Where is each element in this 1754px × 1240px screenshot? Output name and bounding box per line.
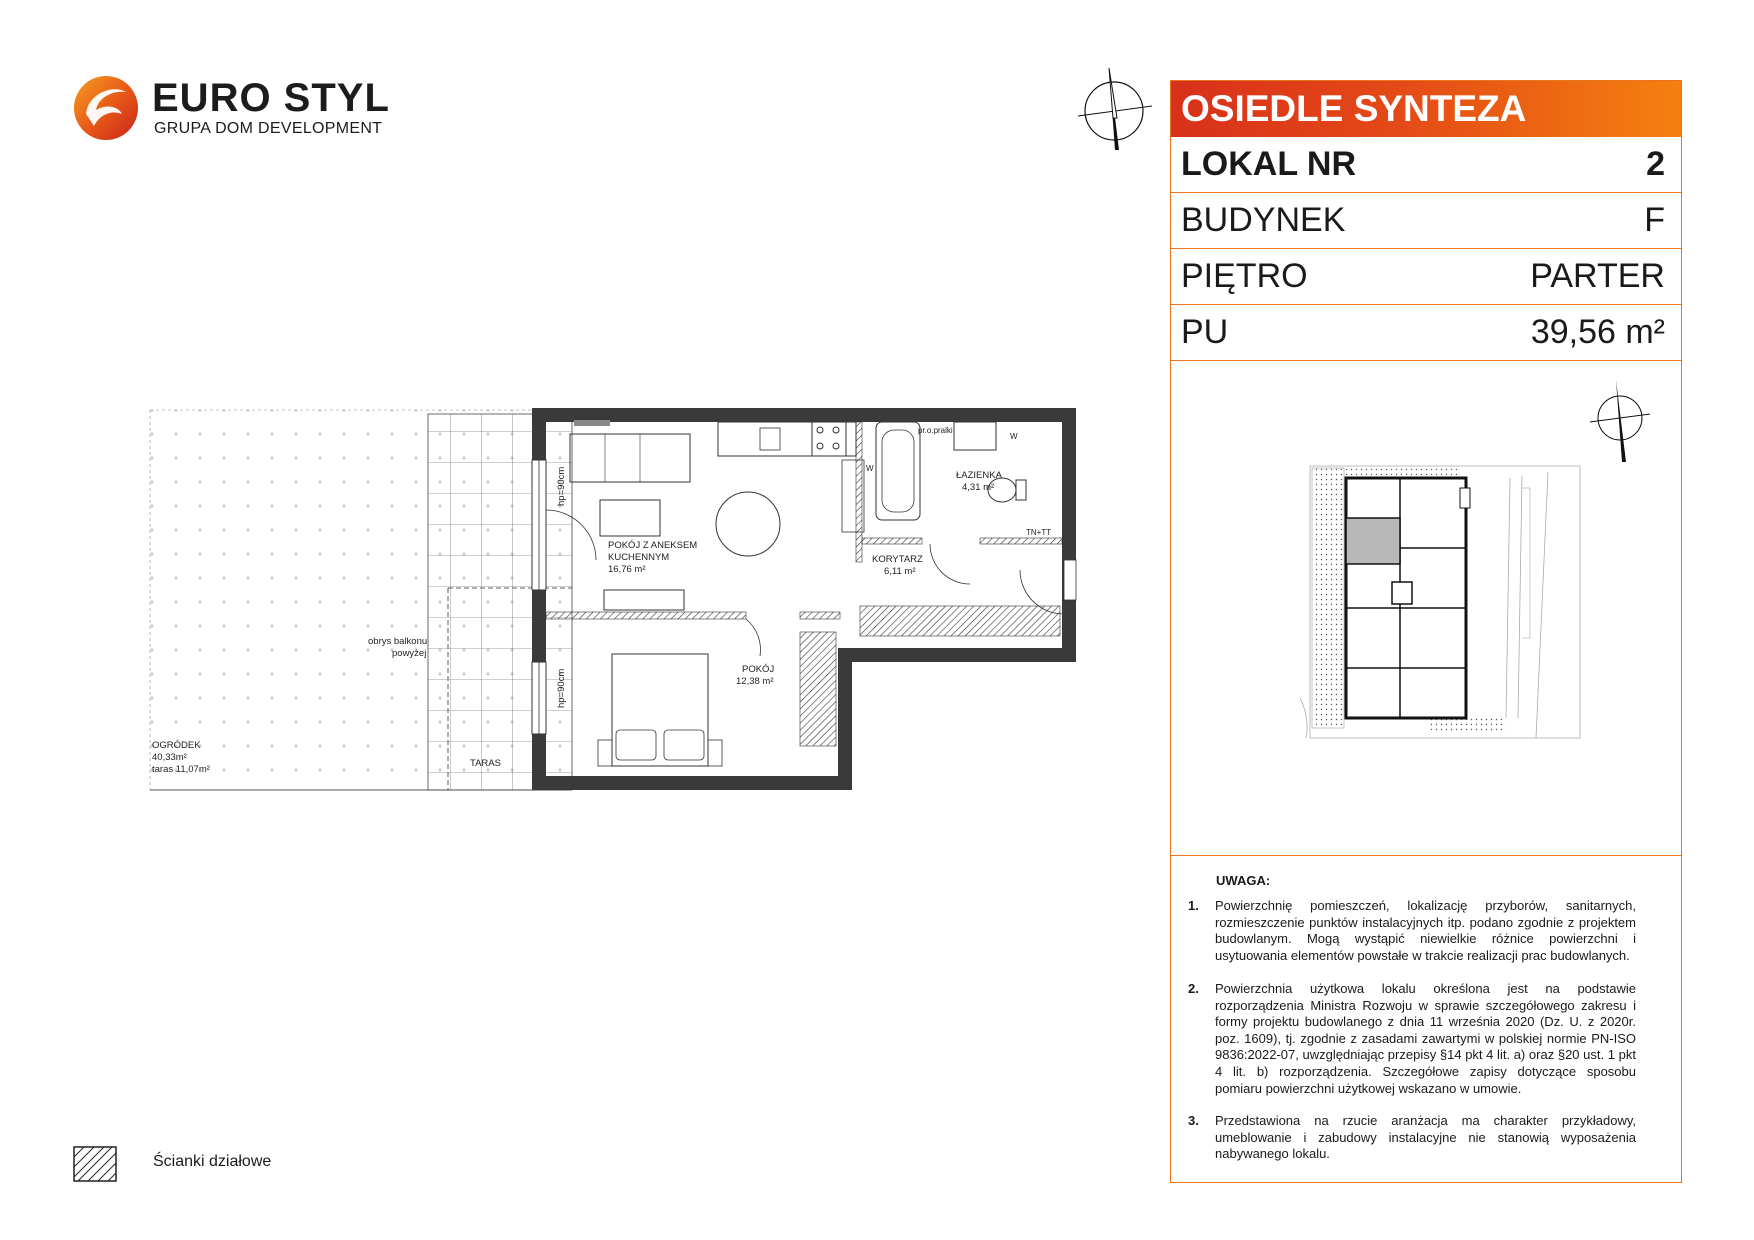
room-living-area: 16,76 m² [608, 564, 646, 575]
window-height-label: hp=90cm [556, 466, 567, 506]
logo-mark-icon [72, 74, 140, 142]
north-arrow-icon [1072, 64, 1156, 154]
terrace-name: TARAS [470, 758, 501, 769]
electrical-label: TN+TT [1026, 528, 1052, 537]
note-item [1188, 1113, 1636, 1163]
building-value: F [1644, 201, 1665, 239]
note-item [1188, 981, 1636, 1097]
floor-plan [140, 400, 1090, 800]
note-text: Powierzchnia użytkowa lokalu określona jest na podstawie rozporządzenia Ministra Rozwoju w sprawie szczegółowego zakresu i formy projektu budowlanego z dnia 11 września 2020 (Dz. U. z 2020r. poz. 1609), tj. zgodnie z zasadami zawartymi w polskiej normie PN-ISO 9836:2022-07, uwzględniając przepisy §14 pkt 4 lit. a) oraz §20 ust. 1 pkt 4 lit. b) rozporządzenia. Szczegółowe zapisy dotyczące sposobu pomiaru powierzchni użytkowej wskazano w umowie. [1215, 981, 1636, 1096]
project-header [1171, 81, 1681, 137]
washer-label: pr.o.pralki [918, 426, 953, 435]
room-living-name1: POKÓJ Z ANEKSEM [608, 540, 698, 551]
logo [72, 74, 390, 144]
note-item [1188, 898, 1636, 964]
notes-title: UWAGA: [1216, 873, 1271, 888]
room-bed-area: 12,38 m² [736, 676, 774, 687]
room-hall-name: KORYTARZ [872, 554, 923, 565]
room-bath-name: ŁAZIENKA [956, 470, 1002, 481]
note-text: Powierzchnię pomieszczeń, lokalizację przyborów, sanitarnych, rozmieszczenie punktów instalacyjnych itp. podano zgodnie z projektem budowlanym. Mogą wystąpić niewielkie różnice powierzchni i usytuowania elementów powstałe w trakcie realizacji prac budowlanych. [1215, 898, 1636, 963]
note-number: 1. [1188, 898, 1199, 913]
area-value: 39,56 m² [1530, 313, 1665, 351]
project-name: OSIEDLE SYNTEZA [1181, 88, 1527, 129]
water-meter-label: W [1010, 432, 1018, 441]
room-living-name2: KUCHENNYM [608, 552, 670, 563]
garden-name: OGRÓDEK [152, 740, 201, 751]
site-plan-icon [1300, 378, 1660, 758]
note-text: Przedstawiona na rzucie aranżacja ma charakter przykładowy, umeblowanie i zabudowy instalacyjne nie stanowią wyposażenia nabywanego lokalu. [1215, 1113, 1636, 1162]
floor-label: PIĘTRO [1181, 257, 1308, 295]
unit-number-value: 2 [1646, 145, 1665, 183]
garden-terrace-area: taras 11,07m² [152, 764, 210, 775]
floor-value: PARTER [1530, 257, 1665, 295]
legend-label: Ścianki działowe [153, 1153, 272, 1170]
room-bed-name: POKÓJ [742, 664, 775, 675]
hatch-swatch-icon [73, 1146, 117, 1182]
brand-name: EURO STYL [152, 76, 390, 120]
water-meter-label: W [866, 464, 874, 473]
room-bath-area: 4,31 m² [962, 482, 995, 493]
unit-number-label: LOKAL NR [1181, 145, 1357, 183]
garden-area: 40,33m² [152, 752, 187, 763]
panel-divider [1171, 855, 1681, 856]
row-unit-number [1171, 137, 1681, 193]
row-floor [1171, 249, 1681, 305]
window-height-label: hp=90cm [556, 668, 567, 708]
room-hall-area: 6,11 m² [884, 566, 916, 577]
row-area [1171, 305, 1681, 361]
balcony-outline-label1: obrys balkonu [368, 636, 428, 647]
note-number: 3. [1188, 1113, 1199, 1128]
note-number: 2. [1188, 981, 1199, 996]
building-label: BUDYNEK [1181, 201, 1346, 239]
row-building [1171, 193, 1681, 249]
brand-tagline: GRUPA DOM DEVELOPMENT [154, 120, 383, 137]
area-label: PU [1181, 313, 1229, 351]
balcony-outline-label2: powyżej [392, 648, 427, 659]
